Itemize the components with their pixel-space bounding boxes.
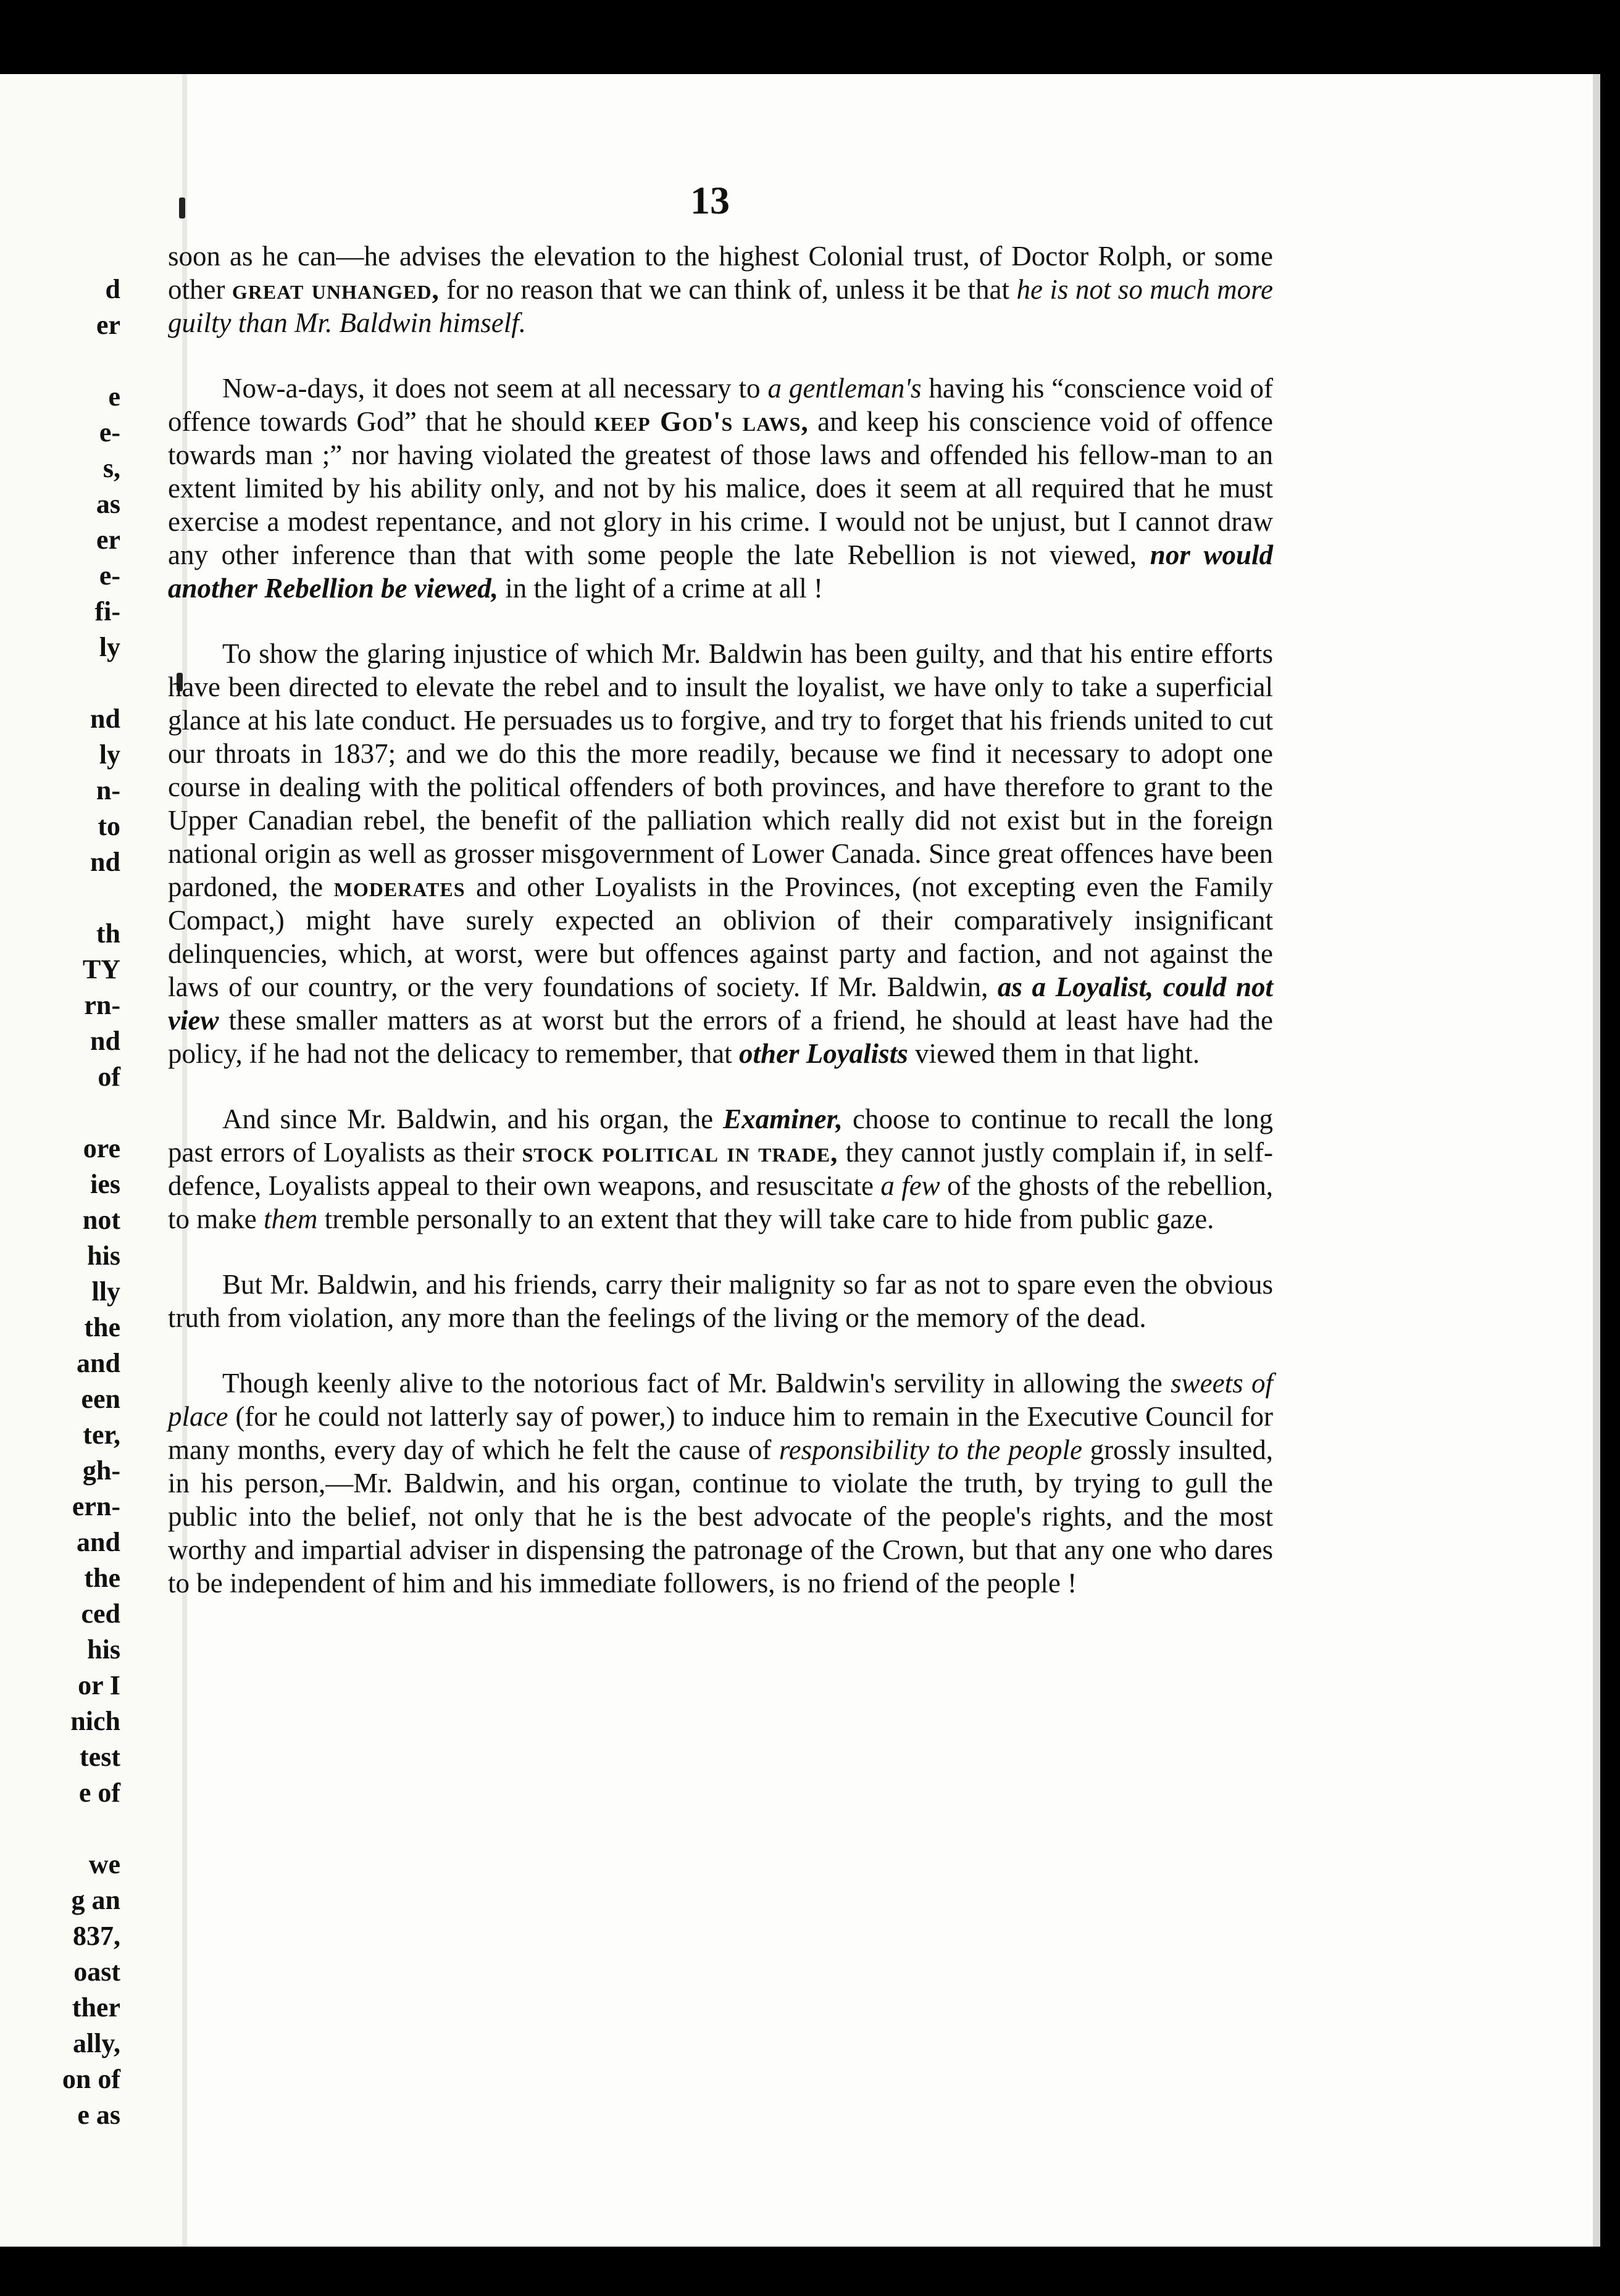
left-page-fragment-line: e- <box>99 560 120 591</box>
text-run: But Mr. Baldwin, and his friends, carry their malignity so far as not to spare even the obvious truth from violation, any more than the feelings of the living or the memory of the dead. <box>168 1269 1273 1333</box>
left-page-fragment-line: TY <box>82 954 120 984</box>
text-run: these smaller matters as at worst but the errors of a friend, he should at least have had the policy, if he had not the delicacy to remember, that <box>168 1005 1273 1069</box>
left-page-fragment-line: d <box>105 274 120 304</box>
left-page-fragment-line: er <box>96 310 120 340</box>
small-caps-run: great unhanged, <box>232 274 440 305</box>
italic-run: a gentleman's <box>767 373 922 404</box>
left-page-fragment-line: oast <box>73 1957 120 1987</box>
left-page-fragment-line: we <box>88 1849 120 1879</box>
text-run: in the light of a crime at all ! <box>498 573 824 604</box>
left-page-fragment-line: ally, <box>72 2028 120 2058</box>
small-caps-run: moderates <box>333 871 466 902</box>
small-caps-run: keep God's laws, <box>594 406 809 437</box>
paragraph-4 <box>168 1102 1273 1236</box>
left-page-fragment-line: and <box>77 1348 120 1378</box>
left-page-fragment-line: nd <box>90 1026 120 1056</box>
left-page-fragment <box>0 74 182 2247</box>
left-page-fragment-line: lly <box>91 1276 120 1307</box>
left-page-fragment-line: and <box>77 1527 120 1557</box>
left-page-fragment-line: of <box>98 1062 120 1092</box>
left-page-fragment-line: 837, <box>73 1921 120 1951</box>
left-page-fragment-line: on of <box>62 2064 120 2094</box>
text-run: And since Mr. Baldwin, and his organ, the <box>222 1104 724 1134</box>
text-run: Though keenly alive to the notorious fact of Mr. Baldwin's servility in allowing the <box>222 1368 1171 1399</box>
left-page-fragment-line: ly <box>99 632 120 662</box>
italic-run: them <box>263 1204 318 1234</box>
text-run: having his “conscience void of offence towards God” that he should <box>168 373 1273 437</box>
small-caps-run: stock political in trade, <box>522 1137 838 1168</box>
text-run: for no reason that we can think of, unless it be that <box>439 274 1017 305</box>
paragraph-1 <box>168 239 1273 339</box>
left-page-fragment-line: nd <box>90 704 120 734</box>
paragraph-2 <box>168 372 1273 605</box>
left-page-fragment-line: e as <box>77 2100 120 2130</box>
left-page-fragment-line: een <box>81 1384 120 1414</box>
text-run: viewed them in that light. <box>908 1038 1200 1069</box>
left-page-fragment-line: s, <box>102 453 120 483</box>
left-page-fragment-line: e <box>108 381 120 412</box>
left-page-fragment-line: his <box>87 1634 120 1665</box>
binding-mark <box>179 198 185 218</box>
text-run: they cannot justly complain if, in self-defence, Loyalists appeal to their own weapons, and resuscitate <box>168 1137 1273 1201</box>
left-page-fragment-line: n- <box>96 775 120 805</box>
bold-italic-run: nor would another Rebellion be viewed, <box>168 539 1273 604</box>
page-body <box>168 239 1273 1632</box>
left-page-fragment-line: nich <box>70 1706 120 1736</box>
left-page-fragment-line: the <box>84 1563 120 1593</box>
paragraph-6 <box>168 1366 1273 1600</box>
text-run: (for he could not latterly say of power,) to induce him to remain in the Executive Council for many months, every day of which he felt the cause of <box>168 1401 1273 1465</box>
left-page-fragment-line: ies <box>90 1169 120 1199</box>
left-page-fragment-line: gh- <box>82 1455 120 1486</box>
left-page-fragment-line: his <box>87 1241 120 1271</box>
left-page-fragment-line: th <box>96 918 120 949</box>
left-page-fragment-line: e of <box>78 1778 120 1808</box>
italic-run: a few <box>880 1170 940 1201</box>
left-page-fragment-line: e- <box>99 417 120 447</box>
italic-run: responsibility to the people <box>779 1434 1082 1465</box>
left-page-fragment-line: ther <box>72 1992 120 2023</box>
text-run: tremble personally to an extent that they will take care to hide from public gaze. <box>317 1204 1214 1234</box>
bold-italic-run: Examiner, <box>723 1104 843 1134</box>
left-page-fragment-line: ly <box>99 739 120 770</box>
text-run: and other Loyalists in the Provinces, (not excepting even the Family Compact,) might have surely expected an oblivion of their comparatively insignificant delinquencies, which, at worst, were but offences against party and faction, and not against the laws of our country, or the very foundations of society. If Mr. Baldwin, <box>168 871 1273 1002</box>
left-page-fragment-line: er <box>96 525 120 555</box>
italic-run: he is not so much more guilty than Mr. Baldwin himself. <box>168 274 1273 338</box>
left-page-fragment-line: fi- <box>94 596 120 626</box>
left-page-fragment-line: test <box>80 1742 120 1772</box>
text-run: soon as he can—he advises the elevation to the highest Colonial trust, of Doctor Rolph, or some other <box>168 241 1273 305</box>
text-run: grossly insulted, in his person,—Mr. Baldwin, and his organ, continue to violate the truth, by trying to gull the public into the belief, not only that he is the best advocate of the people's rights, and the most worthy and impartial adviser in dispensing the patronage of the Crown, but that any one who dares to be independent of him and his immediate followers, is no friend of the people ! <box>168 1434 1273 1599</box>
left-page-fragment-line: ter, <box>83 1420 120 1450</box>
italic-run: sweets of place <box>168 1368 1273 1432</box>
bold-italic-run: as a Loyalist, could not view <box>168 971 1273 1036</box>
page-edge-right <box>1593 74 1600 2247</box>
left-page-fragment-line: rn- <box>84 990 120 1020</box>
text-run: To show the glaring injustice of which Mr. Baldwin has been guilty, and that his entire efforts have been directed to elevate the rebel and to insult the loyalist, we have only to take a superficial glance at his late conduct. He persuades us to forgive, and try to forget that his friends united to cut our throats in 1837; and we do this the more readily, because we find it necessary to adopt one course in dealing with the political offenders of both provinces, and have therefore to grant to the Upper Canadian rebel, the benefit of the palliation which really did not exist but in the foreign national origin as well as grosser misgovernment of Lower Canada. Since great offences have been pardoned, the <box>168 638 1273 902</box>
left-page-fragment-line: g an <box>71 1885 120 1915</box>
text-run: of the ghosts of the rebellion, to make <box>168 1170 1273 1234</box>
page-number: 13 <box>690 178 730 222</box>
text-run: choose to continue to recall the long past errors of Loyalists as their <box>168 1104 1273 1168</box>
left-page-fragment-line: or I <box>78 1670 120 1700</box>
left-page-fragment-line: the <box>84 1312 120 1342</box>
left-page-fragment-line: as <box>96 489 120 519</box>
left-page-fragment-line: ore <box>83 1133 120 1163</box>
paragraph-5 <box>168 1268 1273 1334</box>
left-page-fragment-line: ern- <box>72 1491 120 1521</box>
bold-italic-run: other Loyalists <box>738 1038 908 1069</box>
left-page-fragment-line: nd <box>90 847 120 877</box>
left-page-fragment-line: to <box>98 811 120 841</box>
left-page-fragment-line: ced <box>81 1599 120 1629</box>
text-run: and keep his conscience void of offence towards man ;” nor having violated the greatest of those laws and offended his fellow-man to an extent limited by his ability only, and not by his malice, does it seem at all required that he must exercise a modest repentance, and not glory in his crime. I would not be unjust, but I cannot draw any other inference than that with some people the late Rebellion is not viewed, <box>168 406 1273 570</box>
paragraph-3 <box>168 637 1273 1070</box>
left-page-fragment-line: not <box>82 1205 120 1235</box>
text-run: Now-a-days, it does not seem at all necessary to <box>222 373 768 404</box>
